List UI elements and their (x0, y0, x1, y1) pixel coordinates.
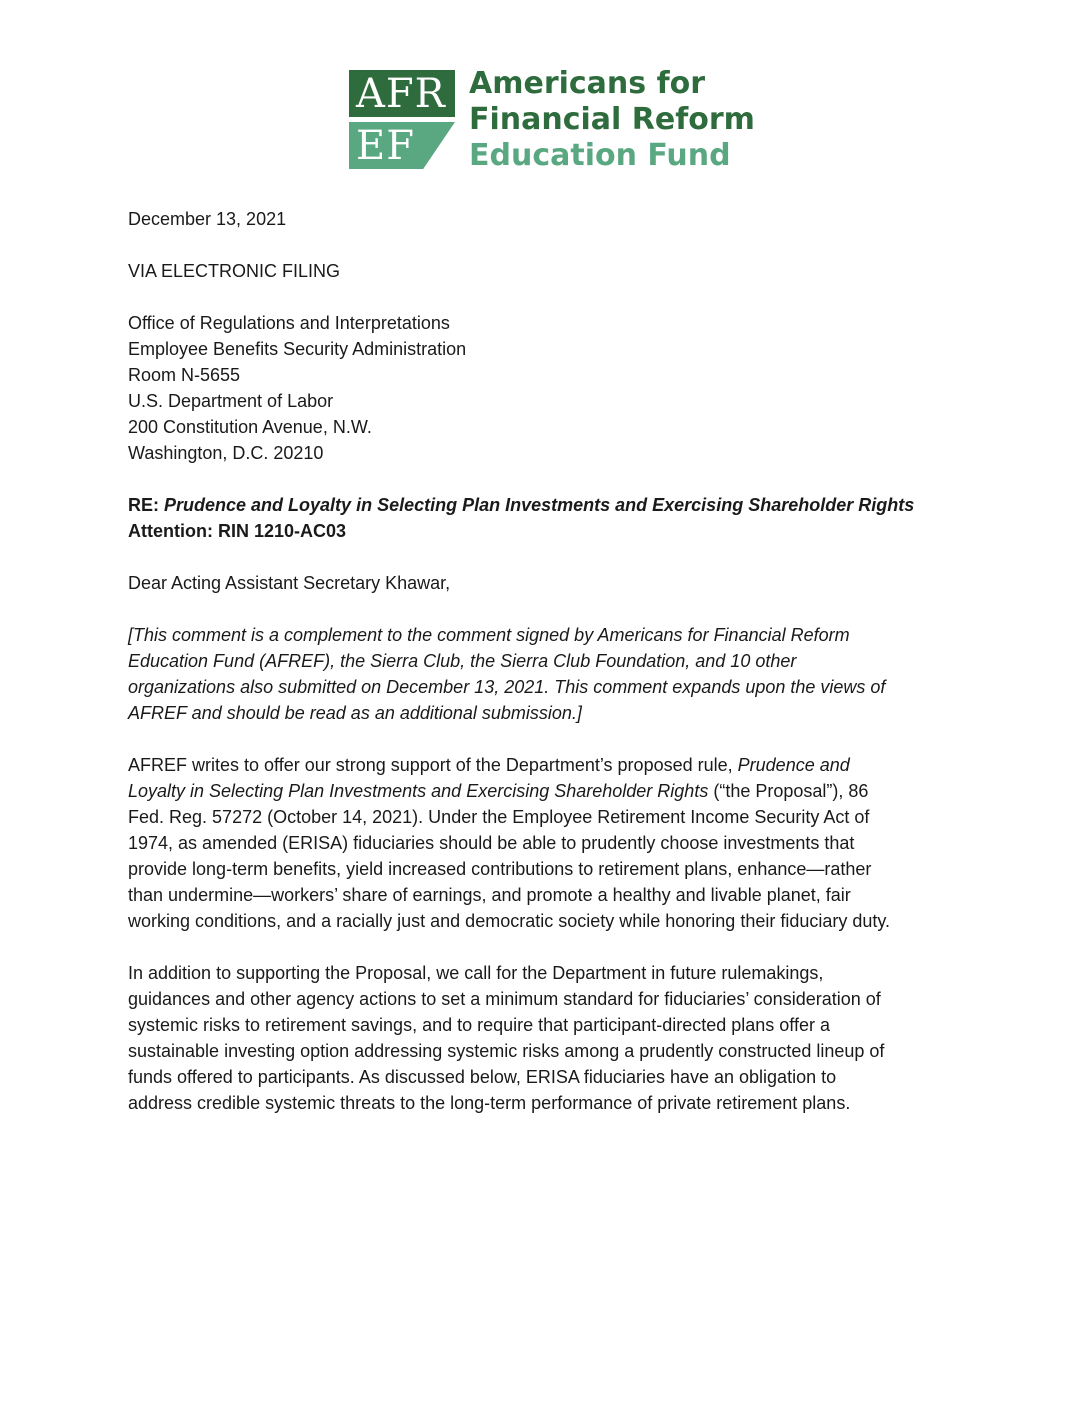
rule-title-italic: Prudence and (737, 755, 850, 775)
para-line: 1974, as amended (ERISA) fiduciaries should be able to prudently choose investments that (128, 833, 855, 853)
paragraph-call-to-action (128, 960, 1008, 1116)
salutation: Dear Acting Assistant Secretary Khawar, (128, 573, 451, 593)
address-line: Washington, D.C. 20210 (128, 443, 324, 463)
recipient-address (128, 310, 1008, 466)
para-line: working conditions, and a racially just and democratic society while honoring their fiduciary duty. (128, 911, 891, 931)
para-line: funds offered to participants. As discussed below, ERISA fiduciaries have an obligation to (128, 1067, 837, 1087)
note-line: [This comment is a complement to the comment signed by Americans for Financial Reform (128, 625, 850, 645)
note-line: Education Fund (AFREF), the Sierra Club, the Sierra Club Foundation, and 10 other (128, 651, 797, 671)
address-line: Employee Benefits Security Administration (128, 339, 467, 359)
re-title: Prudence and Loyalty in Selecting Plan Investments and Exercising Shareholder Rights (164, 495, 915, 515)
para-line: In addition to supporting the Proposal, we call for the Department in future rulemakings, (128, 963, 824, 983)
logo-wordmark (469, 66, 755, 174)
letter-date: December 13, 2021 (128, 209, 287, 229)
logo-mark-ef: EF (356, 123, 415, 169)
para-line (128, 778, 1008, 804)
para-line: systemic risks to retirement savings, and to require that participant-directed plans offer a (128, 1015, 830, 1035)
para-line: provide long-term benefits, yield increased contributions to retirement plans, enhance—rather (128, 859, 872, 879)
para-text: (“the Proposal”), 86 (713, 781, 869, 801)
para-line: than undermine—workers’ share of earnings, and promote a healthy and livable planet, fair (128, 885, 851, 905)
rule-title-italic: Loyalty in Selecting Plan Investments and Exercising Shareholder Rights (128, 781, 709, 801)
address-line: U.S. Department of Labor (128, 391, 334, 411)
para-text: AFREF writes to offer our strong support of the Department’s proposed rule, (128, 755, 733, 775)
note-line: AFREF and should be read as an additional submission.] (128, 703, 582, 723)
note-line: organizations also submitted on December 13, 2021. This comment expands upon the views of (128, 677, 886, 697)
re-label: RE: (128, 495, 159, 515)
para-line: Fed. Reg. 57272 (October 14, 2021). Under the Employee Retirement Income Security Act of (128, 807, 870, 827)
para-line: sustainable investing option addressing systemic risks among a prudently constructed lineup of (128, 1041, 885, 1061)
letter-body (128, 206, 1008, 1116)
para-line: guidances and other agency actions to set a minimum standard for fiduciaries’ consideration of (128, 989, 881, 1009)
address-line: Room N-5655 (128, 365, 241, 385)
logo-line-3: Education Fund (469, 138, 731, 173)
re-line (128, 492, 1008, 518)
para-line (128, 752, 1008, 778)
logo-line-1: Americans for (469, 66, 706, 101)
complement-note (128, 622, 1008, 726)
paragraph-support (128, 752, 1008, 934)
afref-logo (349, 66, 755, 173)
logo-mark-afr: AFR (356, 71, 446, 117)
delivery-method: VIA ELECTRONIC FILING (128, 261, 341, 281)
logo-mark (349, 70, 457, 170)
para-line: address credible systemic threats to the long-term performance of private retirement plans. (128, 1093, 851, 1113)
attention-line: Attention: RIN 1210-AC03 (128, 521, 347, 541)
address-line: Office of Regulations and Interpretations (128, 313, 450, 333)
address-line: 200 Constitution Avenue, N.W. (128, 417, 372, 437)
logo-line-2: Financial Reform (469, 102, 755, 137)
